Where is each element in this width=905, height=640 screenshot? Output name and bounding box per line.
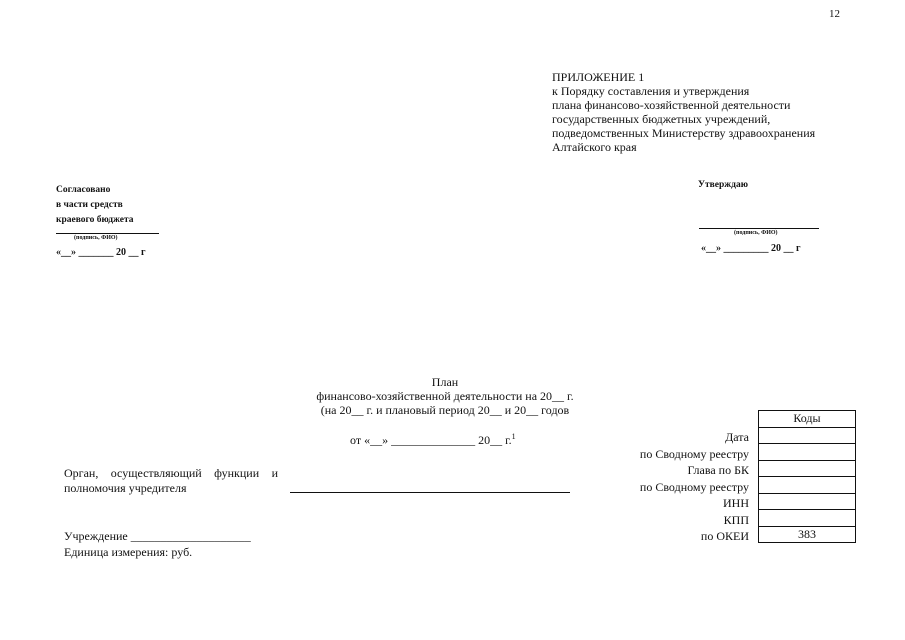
approve-signature-caption: (подпись, ФИО) — [734, 230, 778, 236]
appendix-line: плана финансово-хозяйственной деятельности — [552, 98, 791, 112]
codes-header: Коды — [759, 411, 856, 428]
plan-title-line: финансово-хозяйственной деятельности на 20__ г. — [316, 389, 574, 403]
agreed-date: «__» _______ 20 __ г — [56, 247, 146, 258]
approve-label: Утверждаю — [698, 180, 748, 190]
agreed-block — [56, 183, 134, 228]
plan-date-line — [350, 432, 516, 448]
code-label: по Сводному реестру — [639, 446, 749, 461]
institution-line: Учреждение ____________________ — [64, 529, 251, 543]
code-labels — [640, 429, 749, 545]
page-number: 12 — [829, 8, 840, 20]
agreed-line: краевого бюджета — [56, 215, 134, 225]
agreed-line: Согласовано — [56, 185, 111, 195]
appendix-title: ПРИЛОЖЕНИЕ 1 — [552, 70, 645, 84]
appendix-line: подведомственных Министерству здравоохранения — [552, 126, 816, 140]
code-cell-kpp — [759, 510, 856, 527]
code-label: Глава по БК — [687, 463, 749, 477]
approve-signature-line — [699, 228, 819, 229]
code-label: Дата — [725, 430, 749, 444]
code-label: ИНН — [723, 496, 749, 510]
code-cell-registry-2 — [759, 477, 856, 494]
code-label: КПП — [723, 512, 749, 527]
founder-organ-line: полномочия учредителя — [64, 481, 187, 495]
approve-date: «__» _________ 20 __ г — [701, 243, 801, 254]
code-cell-bk — [759, 460, 856, 477]
unit-of-measure: Единица измерения: руб. — [64, 545, 193, 559]
code-cell-okei: 383 — [759, 526, 856, 543]
appendix-line: Алтайского края — [552, 140, 637, 154]
appendix-header — [552, 70, 815, 154]
founder-organ-field-line — [290, 492, 570, 493]
code-label: по Сводному реестру — [639, 479, 749, 494]
founder-organ-line: Орган, осуществляющий функции и — [64, 466, 278, 480]
code-label: по ОКЕИ — [700, 529, 749, 543]
footnote-marker: 1 — [511, 432, 516, 441]
agreed-line: в части средств — [56, 200, 123, 210]
plan-date-text: от «__» ______________ 20__ г. — [350, 433, 512, 447]
plan-title — [300, 375, 590, 417]
agreed-signature-caption: (подпись, ФИО) — [74, 235, 118, 241]
code-cell-inn — [759, 493, 856, 510]
agreed-signature-line — [56, 233, 159, 234]
appendix-line: к Порядку составления и утверждения — [552, 84, 750, 98]
appendix-line: государственных бюджетных учреждений, — [552, 112, 771, 126]
founder-organ — [64, 466, 278, 496]
plan-title-line: План — [431, 375, 459, 389]
code-cell-registry — [759, 444, 856, 461]
codes-table — [758, 410, 856, 543]
plan-title-line: (на 20__ г. и плановый период 20__ и 20__ годов — [320, 403, 570, 417]
code-cell-date — [759, 427, 856, 444]
